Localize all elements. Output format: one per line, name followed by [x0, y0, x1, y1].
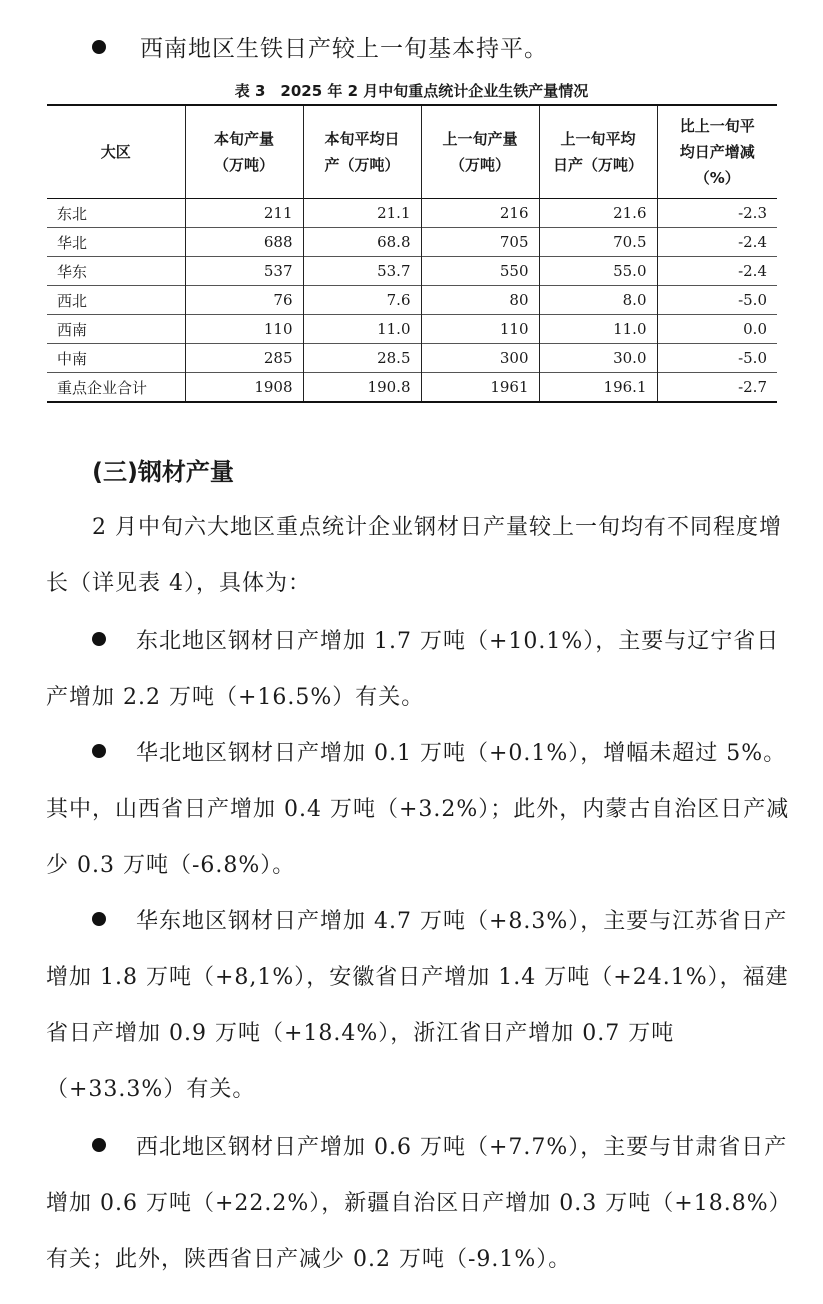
- value-cell: 110: [421, 315, 539, 344]
- region-cell: 华东: [47, 257, 185, 286]
- region-cell: 西南: [47, 315, 185, 344]
- bullet-dot-icon: [92, 1138, 106, 1152]
- value-cell: 300: [421, 344, 539, 373]
- top-bullet: [92, 30, 548, 63]
- value-cell: -2.7: [738, 378, 767, 396]
- value-cell: 80: [421, 286, 539, 315]
- bullet-text: 西北地区钢材日产增加 0.6 万吨（+7.7%），主要与甘肃省日产增加 0.6 万吨（+22.2%），新疆自治区日产增加 0.3 万吨（+18.8%）有关；此外，陕西省日产减少 0.2 万吨（-9.1%）。: [46, 1135, 788, 1272]
- header-cell: 大区: [47, 105, 185, 199]
- table-row: [47, 199, 777, 228]
- bullet-text: 华东地区钢材日产增加 4.7 万吨（+8.3%），主要与江苏省日产增加 1.8 万吨（+8,1%），安徽省日产增加 1.4 万吨（+24.1%），福建省日产增加 0.9 万吨（+18.4%），浙江省日产增加 0.7 万吨（+33.3%）有关。: [46, 909, 789, 1102]
- value-cell: 76: [185, 286, 303, 315]
- value-cell: 1908: [185, 373, 303, 403]
- header-cell: 上一旬平均 日产（万吨）: [539, 105, 657, 199]
- table-row: [47, 257, 777, 286]
- value-cell: 1961: [421, 373, 539, 403]
- region-cell: 华北: [47, 228, 185, 257]
- header-cell: 本旬平均日 产（万吨）: [303, 105, 421, 199]
- value-cell: 211: [185, 199, 303, 228]
- section-heading: (三)钢材产量: [92, 458, 234, 486]
- pig-iron-table: [47, 104, 777, 403]
- bullet-paragraph-northeast: [46, 614, 791, 726]
- bullet-dot-icon: [92, 40, 106, 54]
- value-cell: -5.0: [738, 291, 767, 309]
- value-cell: 190.8: [303, 373, 421, 403]
- region-cell: 重点企业合计: [47, 373, 185, 403]
- value-cell: 196.1: [539, 373, 657, 403]
- value-cell: 55.0: [539, 257, 657, 286]
- value-cell: -2.4: [738, 262, 767, 280]
- table-row: [47, 286, 777, 315]
- table-row: [47, 228, 777, 257]
- value-cell: -2.3: [738, 204, 767, 222]
- bullet-paragraph-east: [46, 894, 791, 1118]
- value-cell: 688: [185, 228, 303, 257]
- table-header-row: [47, 105, 777, 199]
- value-cell: 537: [185, 257, 303, 286]
- header-cell: 上一旬产量 （万吨）: [421, 105, 539, 199]
- bullet-text: 华北地区钢材日产增加 0.1 万吨（+0.1%），增幅未超过 5%。其中，山西省日产增加 0.4 万吨（+3.2%）；此外，内蒙古自治区日产减少 0.3 万吨（-6.8%）。: [46, 741, 790, 878]
- top-bullet-text: 西南地区生铁日产较上一旬基本持平。: [140, 36, 548, 62]
- value-cell: 30.0: [539, 344, 657, 373]
- region-cell: 中南: [47, 344, 185, 373]
- value-cell: 110: [185, 315, 303, 344]
- table-row: [47, 315, 777, 344]
- value-cell: 53.7: [303, 257, 421, 286]
- bullet-paragraph-north: [46, 726, 791, 894]
- value-cell: 7.6: [303, 286, 421, 315]
- value-cell: 70.5: [539, 228, 657, 257]
- value-cell: 550: [421, 257, 539, 286]
- bullet-dot-icon: [92, 912, 106, 926]
- value-cell: 28.5: [303, 344, 421, 373]
- intro-paragraph: 2 月中旬六大地区重点统计企业钢材日产量较上一旬均有不同程度增长（详见表 4），具体为：: [46, 515, 782, 596]
- region-cell: 西北: [47, 286, 185, 315]
- value-cell: 68.8: [303, 228, 421, 257]
- header-cell: 比上一旬平 均日产增减 （%）: [679, 117, 755, 187]
- value-cell: 11.0: [303, 315, 421, 344]
- value-cell: -5.0: [738, 349, 767, 367]
- bullet-paragraph-northwest: [46, 1120, 791, 1288]
- header-cell: 本旬产量 （万吨）: [185, 105, 303, 199]
- value-cell: 705: [421, 228, 539, 257]
- table-caption: 表 3 2025 年 2 月中旬重点统计企业生铁产量情况: [234, 82, 589, 100]
- bullet-dot-icon: [92, 744, 106, 758]
- value-cell: 285: [185, 344, 303, 373]
- value-cell: 216: [421, 199, 539, 228]
- value-cell: 21.6: [539, 199, 657, 228]
- table-total-row: [47, 373, 777, 403]
- bullet-text: 东北地区钢材日产增加 1.7 万吨（+10.1%），主要与辽宁省日产增加 2.2 万吨（+16.5%）有关。: [46, 629, 780, 710]
- table-row: [47, 344, 777, 373]
- value-cell: -2.4: [738, 233, 767, 251]
- value-cell: 0.0: [743, 320, 767, 338]
- region-cell: 东北: [47, 199, 185, 228]
- bullet-dot-icon: [92, 632, 106, 646]
- value-cell: 8.0: [539, 286, 657, 315]
- value-cell: 11.0: [539, 315, 657, 344]
- value-cell: 21.1: [303, 199, 421, 228]
